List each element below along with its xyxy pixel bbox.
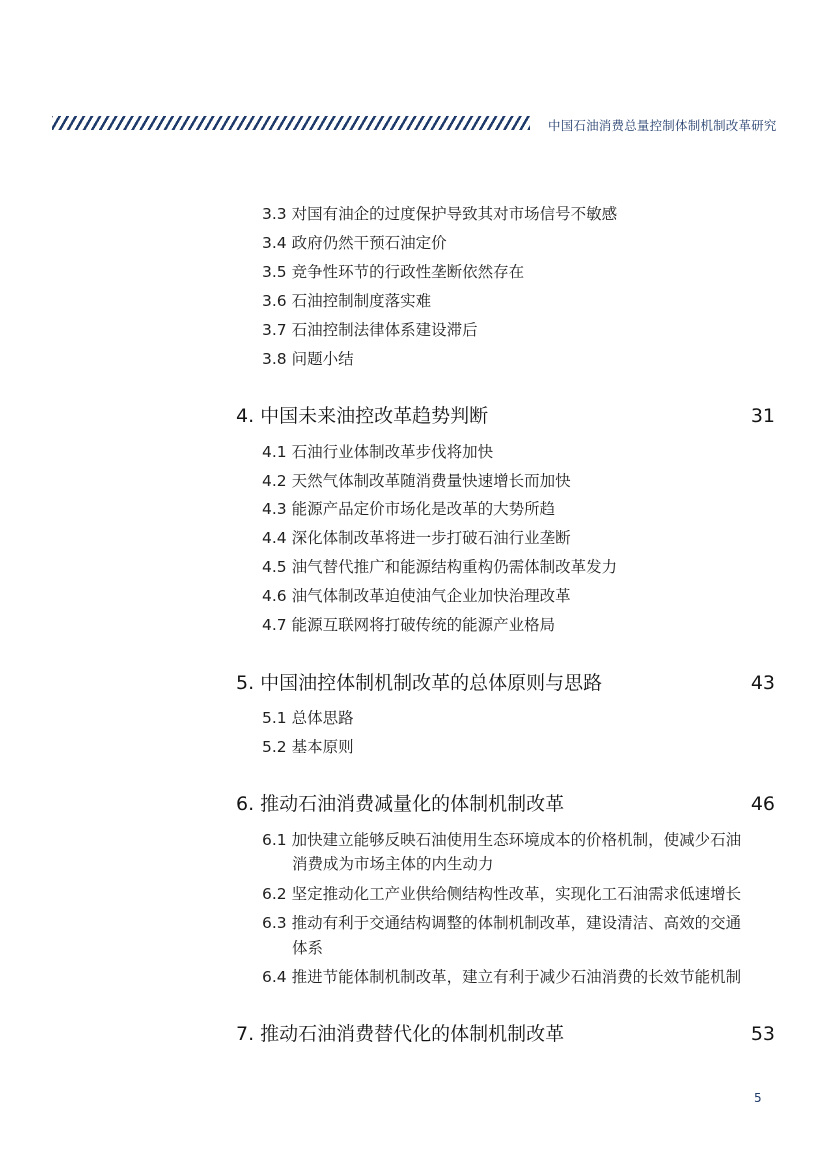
toc-section-4-3: 4.3 能源产品定价市场化是改革的大势所趋 xyxy=(262,500,556,518)
footer-page-number: 5 xyxy=(754,1091,762,1105)
toc-section-6-1-line2: 消费成为市场主体的内生动力 xyxy=(292,855,494,873)
toc-chapter-6-title: 6. 推动石油消费减量化的体制机制改革 xyxy=(236,793,565,815)
toc-section-5-2: 5.2 基本原则 xyxy=(262,738,354,756)
toc-section-4-7: 4.7 能源互联网将打破传统的能源产业格局 xyxy=(262,616,556,634)
toc-chapter-4-title: 4. 中国未来油控改革趋势判断 xyxy=(236,405,489,427)
toc-section-4-2: 4.2 天然气体制改革随消费量快速增长而加快 xyxy=(262,472,571,490)
toc-section-3-6: 3.6 石油控制制度落实难 xyxy=(262,292,432,310)
toc-section-3-7: 3.7 石油控制法律体系建设滞后 xyxy=(262,321,478,339)
toc-section-3-4: 3.4 政府仍然干预石油定价 xyxy=(262,234,447,252)
toc-chapter-7-page: 53 xyxy=(750,1023,775,1045)
toc-section-5-1: 5.1 总体思路 xyxy=(262,709,354,727)
toc-section-4-1: 4.1 石油行业体制改革步伐将加快 xyxy=(262,443,494,461)
toc-chapter-7-title: 7. 推动石油消费替代化的体制机制改革 xyxy=(236,1023,565,1045)
toc-section-3-8: 3.8 问题小结 xyxy=(262,350,354,368)
running-header-title: 中国石油消费总量控制体制机制改革研究 xyxy=(548,118,777,133)
toc-section-3-3: 3.3 对国有油企的过度保护导致其对市场信号不敏感 xyxy=(262,205,618,223)
toc-section-6-3-line2: 体系 xyxy=(292,939,324,957)
toc-chapter-5-title: 5. 中国油控体制机制改革的总体原则与思路 xyxy=(236,672,603,694)
toc-chapter-5-page: 43 xyxy=(750,672,775,694)
header-stripe-decoration xyxy=(52,116,530,130)
toc-chapter-6-page: 46 xyxy=(750,793,775,815)
toc-section-6-1-line1: 6.1 加快建立能够反映石油使用生态环境成本的价格机制，使减少石油 xyxy=(262,831,742,849)
toc-section-4-5: 4.5 油气替代推广和能源结构重构仍需体制改革发力 xyxy=(262,558,618,576)
toc-chapter-4-page: 31 xyxy=(750,405,775,427)
toc-section-4-6: 4.6 油气体制改革迫使油气企业加快治理改革 xyxy=(262,587,571,605)
toc-section-6-4: 6.4 推进节能体制机制改革，建立有利于减少石油消费的长效节能机制 xyxy=(262,968,742,986)
toc-section-3-5: 3.5 竞争性环节的行政性垄断依然存在 xyxy=(262,263,525,281)
toc-section-6-2: 6.2 坚定推动化工产业供给侧结构性改革，实现化工石油需求低速增长 xyxy=(262,885,742,903)
toc-section-6-3-line1: 6.3 推动有利于交通结构调整的体制机制改革，建设清洁、高效的交通 xyxy=(262,914,742,932)
toc-section-4-4: 4.4 深化体制改革将进一步打破石油行业垄断 xyxy=(262,529,571,547)
